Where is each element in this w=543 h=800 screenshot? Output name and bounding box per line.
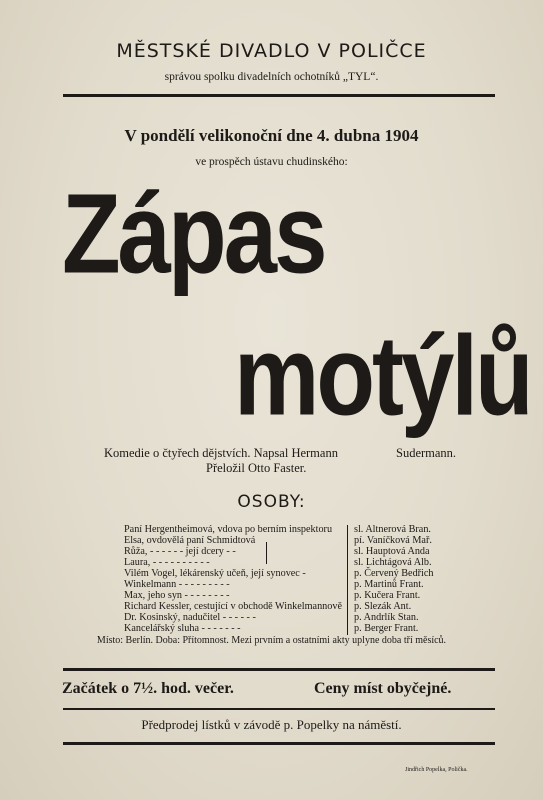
play-translator-line: Přeložil Otto Faster.	[206, 461, 307, 475]
play-title-line1: Zápas	[62, 170, 325, 298]
cast-actor: pí. Vaníčková Mař.	[354, 535, 432, 546]
cast-actor: p. Andrlík Stan.	[354, 612, 419, 623]
benefit-line: ve prospěch ústavu chudinského:	[195, 156, 348, 168]
cast-actor: sl. Altnerová Bran.	[354, 524, 431, 535]
cast-actor: p. Červený Bedřich	[354, 568, 434, 579]
cast-role: Dr. Kosinský, nadučitel - - - - - -	[124, 612, 256, 623]
printer-imprint: Jindřich Popelka, Polička.	[405, 767, 468, 773]
cast-actor: p. Berger Frant.	[354, 623, 419, 634]
society-line: správou spolku divadelních ochotníků „TYL“.	[164, 71, 379, 83]
cast-heading: OSOBY:	[237, 492, 306, 512]
divider-bottom	[63, 742, 495, 745]
play-subtitle-line1: Komedie o čtyřech dějstvích. Napsal Hermann	[104, 446, 338, 460]
ticket-prices: Ceny míst obyčejné.	[314, 680, 452, 697]
divider-start-bottom	[63, 708, 495, 710]
cast-role: Vilém Vogel, lékárenský učeň, její synovec -	[124, 568, 306, 579]
cast-role: Richard Kessler, cestující v obchodě Winkelmannově	[124, 601, 342, 612]
cast-bracket	[347, 624, 348, 635]
cast-actor: p. Slezák Ant.	[354, 601, 412, 612]
cast-actor: p. Martinů Frant.	[354, 579, 424, 590]
divider-top	[63, 94, 495, 97]
play-subtitle-author-end: Sudermann.	[396, 446, 457, 460]
divider-start-top	[63, 668, 495, 671]
cast-role: Laura, - - - - - - - - - -	[124, 557, 210, 568]
cast-actor: p. Kučera Frant.	[354, 590, 421, 601]
cast-role: Kancelářský sluha - - - - - - -	[124, 623, 241, 634]
theatre-name: MĚSTSKÉ DIVADLO V POLIČCE	[116, 40, 427, 62]
performance-date: V pondělí velikonoční dne 4. dubna 1904	[124, 126, 419, 145]
cast-actor: sl. Hauptová Anda	[354, 546, 430, 557]
setting-line: Místo: Berlín. Doba: Přítomnost. Mezi prvním a ostatními akty uplyne doba tří měsíců.	[96, 635, 447, 646]
cast-role: Elsa, ovdovělá paní Schmidtová	[124, 535, 256, 546]
cast-row	[0, 623, 543, 635]
cast-role: Růža, - - - - - - její dcery - -	[124, 546, 236, 557]
play-title-line2: motýlů	[234, 312, 531, 440]
cast-actor: sl. Lichtágová Alb.	[354, 557, 432, 568]
presale-line: Předprodej lístků v závodě p. Popelky na náměstí.	[141, 717, 402, 732]
daughters-brace	[266, 542, 267, 564]
cast-role: Paní Hergentheimová, vdova po berním inspektoru	[124, 524, 333, 535]
cast-role: Winkelmann - - - - - - - - -	[124, 579, 230, 590]
start-time: Začátek o 7½. hod. večer.	[62, 680, 234, 697]
cast-role: Max, jeho syn - - - - - - - -	[124, 590, 230, 601]
